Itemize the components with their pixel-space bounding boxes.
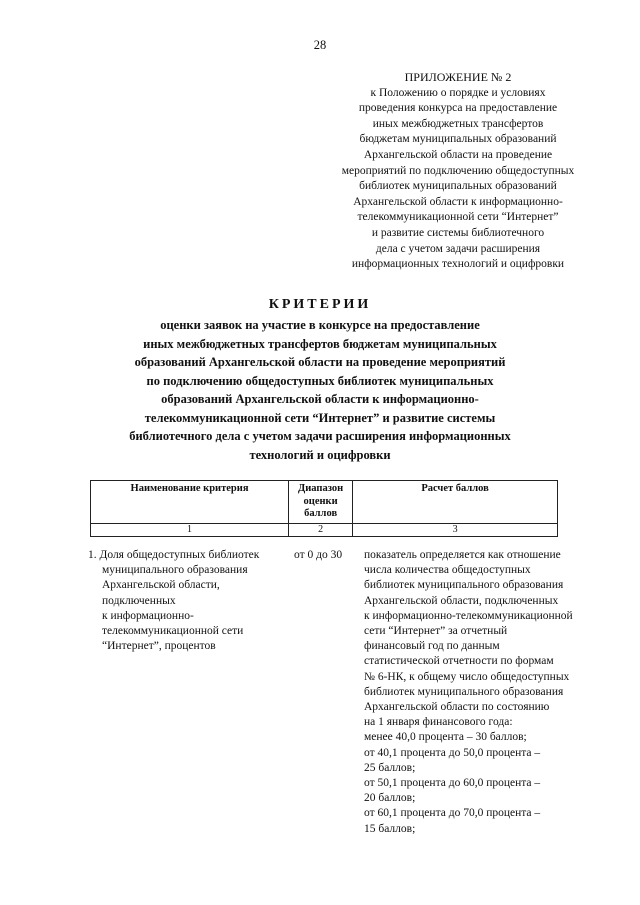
calculation-line: Архангельской области, подключенных bbox=[364, 594, 559, 607]
subtitle-line: оценки заявок на участие в конкурсе на предоставление bbox=[160, 318, 480, 332]
subtitle-line: технологий и оцифровки bbox=[249, 447, 391, 462]
header-score-calculation: Расчет баллов bbox=[353, 481, 558, 524]
appendix-line: дела с учетом задачи расширения bbox=[375, 242, 541, 255]
calculation-line: менее 40,0 процента – 30 баллов; bbox=[364, 731, 527, 744]
page-number: 28 bbox=[313, 38, 327, 52]
criteria-subtitle bbox=[100, 316, 540, 464]
appendix-line: проведения конкурса на предоставление bbox=[358, 102, 558, 115]
appendix-line: к Положению о порядке и условиях bbox=[370, 86, 546, 99]
subtitle-line: телекоммуникационной сети “Интернет” и развитие системы bbox=[144, 410, 496, 425]
criteria-title: КРИТЕРИИ bbox=[268, 297, 372, 312]
calculation-line: показатель определяется как отношение bbox=[364, 549, 561, 561]
criterion-cell bbox=[88, 548, 288, 654]
appendix-line: бюджетам муниципальных образований bbox=[359, 133, 557, 146]
criteria-table-header bbox=[90, 480, 558, 537]
calculation-line: 25 баллов; bbox=[364, 761, 416, 774]
appendix-line: Архангельской области на проведение bbox=[363, 148, 553, 161]
header-criterion-name: Наименование критерия bbox=[91, 481, 289, 524]
subtitle-line: иных межбюджетных трансфертов бюджетам муниципальных bbox=[143, 336, 497, 351]
criterion-line: муниципального образования bbox=[102, 564, 248, 577]
criterion-line: “Интернет”, процентов bbox=[102, 640, 216, 653]
appendix-line: Архангельской области к информационно- bbox=[353, 195, 563, 208]
appendix-title: ПРИЛОЖЕНИЕ № 2 bbox=[404, 70, 512, 84]
subtitle-line: библиотечного дела с учетом задачи расширения информационных bbox=[129, 429, 511, 443]
criteria-heading bbox=[100, 296, 540, 464]
criterion-line: к информационно- bbox=[102, 609, 194, 622]
calculation-line: библиотек муниципального образования bbox=[364, 685, 564, 698]
calculation-cell bbox=[364, 548, 604, 837]
calculation-line: от 40,1 процента до 50,0 процента – bbox=[364, 746, 541, 759]
subtitle-line: образований Архангельской области на проведение мероприятий bbox=[134, 355, 506, 369]
calculation-line: сети “Интернет” за отчетный bbox=[364, 625, 508, 638]
appendix-line: информационных технологий и оцифровки bbox=[351, 258, 565, 271]
calculation-line: числа количества общедоступных bbox=[364, 564, 531, 577]
calculation-line: от 60,1 процента до 70,0 процента – bbox=[364, 807, 541, 820]
appendix-line: и развитие системы библиотечного bbox=[371, 226, 545, 239]
calculation-line: статистической отчетности по формам bbox=[364, 655, 554, 668]
appendix-line: библиотек муниципальных образований bbox=[359, 180, 557, 193]
calculation-line: библиотек муниципального образования bbox=[364, 579, 564, 592]
appendix-header bbox=[318, 70, 598, 273]
column-number: 3 bbox=[353, 523, 558, 536]
calculation-line: № 6-НК, к общему число общедоступных bbox=[364, 670, 570, 683]
criterion-line: Архангельской области, bbox=[102, 579, 220, 592]
subtitle-line: образований Архангельской области к информационно- bbox=[161, 392, 479, 406]
column-number: 2 bbox=[289, 523, 353, 536]
calculation-line: финансовый год по данным bbox=[364, 640, 500, 653]
criterion-line: 1. Доля общедоступных библиотек bbox=[88, 549, 260, 561]
calculation-line: 15 баллов; bbox=[364, 822, 416, 835]
calculation-line: 20 баллов; bbox=[364, 792, 416, 805]
calculation-line: к информационно-телекоммуникационной bbox=[364, 609, 573, 622]
criterion-line: телекоммуникационной сети bbox=[102, 625, 244, 638]
column-number: 1 bbox=[91, 523, 289, 536]
calculation-line: Архангельской области по состоянию bbox=[364, 701, 550, 714]
criterion-line: подключенных bbox=[102, 594, 176, 607]
range-cell: от 0 до 30 bbox=[294, 549, 343, 561]
header-score-range: Диапазон оценки баллов bbox=[289, 481, 353, 524]
appendix-line: иных межбюджетных трансфертов bbox=[372, 117, 544, 130]
calculation-line: от 50,1 процента до 60,0 процента – bbox=[364, 777, 541, 790]
subtitle-line: по подключению общедоступных библиотек муниципальных bbox=[146, 373, 494, 388]
appendix-line: мероприятий по подключению общедоступных bbox=[341, 164, 575, 177]
appendix-line: телекоммуникационной сети “Интернет” bbox=[357, 211, 559, 224]
calculation-line: на 1 января финансового года: bbox=[364, 716, 513, 729]
